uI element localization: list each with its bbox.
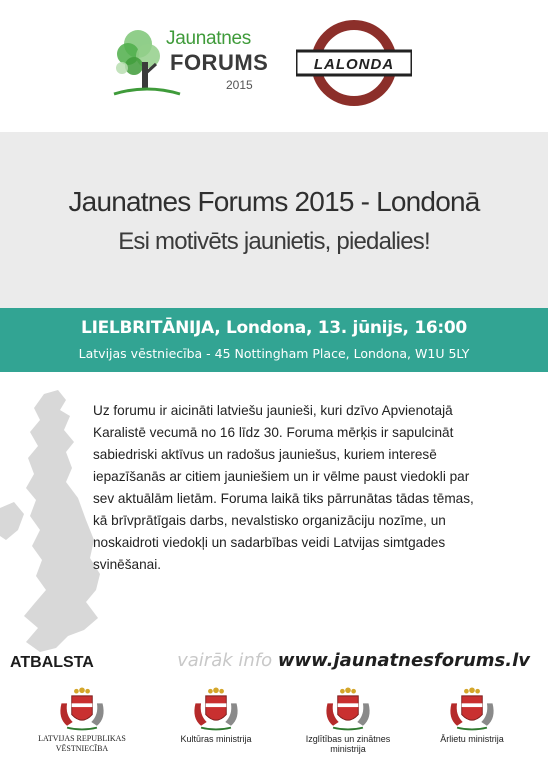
event-venue: Latvijas vēstniecība - 45 Nottingham Place, Londona, W1U 5LY: [78, 346, 470, 361]
page-title: Jaunatnes Forums 2015 - Londonā: [68, 186, 480, 217]
body-line: svinēšanai.: [93, 557, 162, 572]
sponsor-education-ministry: [288, 684, 408, 754]
body-line: iepazīšanās ar citiem jauniešiem un ir vēlme paust viedokli par: [93, 469, 470, 484]
lalonda-logo: [296, 18, 412, 108]
page-subtitle: Esi motivēts jaunietis, piedalies!: [118, 228, 430, 255]
sponsor-culture-ministry: [156, 684, 276, 744]
sponsor-logos: [0, 684, 548, 775]
sponsor-name: Kultūras ministrija: [180, 734, 252, 744]
website-link[interactable]: www.jaunatnesforums.lv: [277, 650, 530, 671]
body-line: Uz forumu ir aicināti latviešu jaunieši, kuri dzīvo Apvienotajā: [93, 403, 453, 418]
body-paragraph: [93, 400, 533, 576]
jaunatnes-forums-logo: [112, 18, 269, 102]
lalonda-logo-text: LALONDA: [313, 56, 395, 73]
body-line: sabiedriski aktīvus un radošus jauniešus, kuriem interesē: [93, 447, 437, 462]
sponsor-name: LATVIJAS REPUBLIKAS VĒSTNIECĪBA: [38, 734, 126, 753]
forum-logo-line2: FORUMS: [170, 50, 269, 75]
sponsor-foreign-ministry: [412, 684, 532, 744]
support-label: ATBALSTA: [10, 654, 94, 671]
more-info-prefix: vairāk info: [177, 650, 273, 671]
body-line: sev aktuālām lietām. Foruma laikā tiks pārrunātas tādas tēmas,: [93, 491, 474, 506]
coat-of-arms-icon: [320, 684, 376, 732]
title-band: [0, 132, 548, 308]
coat-of-arms-icon: [188, 684, 244, 732]
body-line: Karalistē vecumā no 16 līdz 30. Foruma mērķis ir sapulcināt: [93, 425, 454, 440]
sponsor-name: Izglītības un zinātnes: [305, 734, 391, 744]
sponsor-name: Ārlietu ministrija: [440, 734, 504, 744]
sponsor-name-line2: ministrija: [330, 744, 366, 754]
more-info-line: [177, 650, 530, 671]
sponsor-embassy: [22, 684, 142, 754]
forum-logo-year: 2015: [226, 78, 253, 92]
header: [0, 0, 548, 132]
coat-of-arms-icon: [444, 684, 500, 732]
uk-map-icon: [0, 390, 104, 656]
forum-logo-line1: Jaunatnes: [166, 28, 251, 49]
body-line: noskaidroti viedokļi un sadarbības veidi Latvijas simtgades: [93, 535, 446, 550]
coat-of-arms-icon: [54, 684, 110, 732]
body-line: kā brīvprātīgais darbs, nevalstisko organizāciju nozīme, un: [93, 513, 446, 528]
event-date-location: LIELBRITĀNIJA, Londona, 13. jūnijs, 16:00: [81, 318, 467, 338]
